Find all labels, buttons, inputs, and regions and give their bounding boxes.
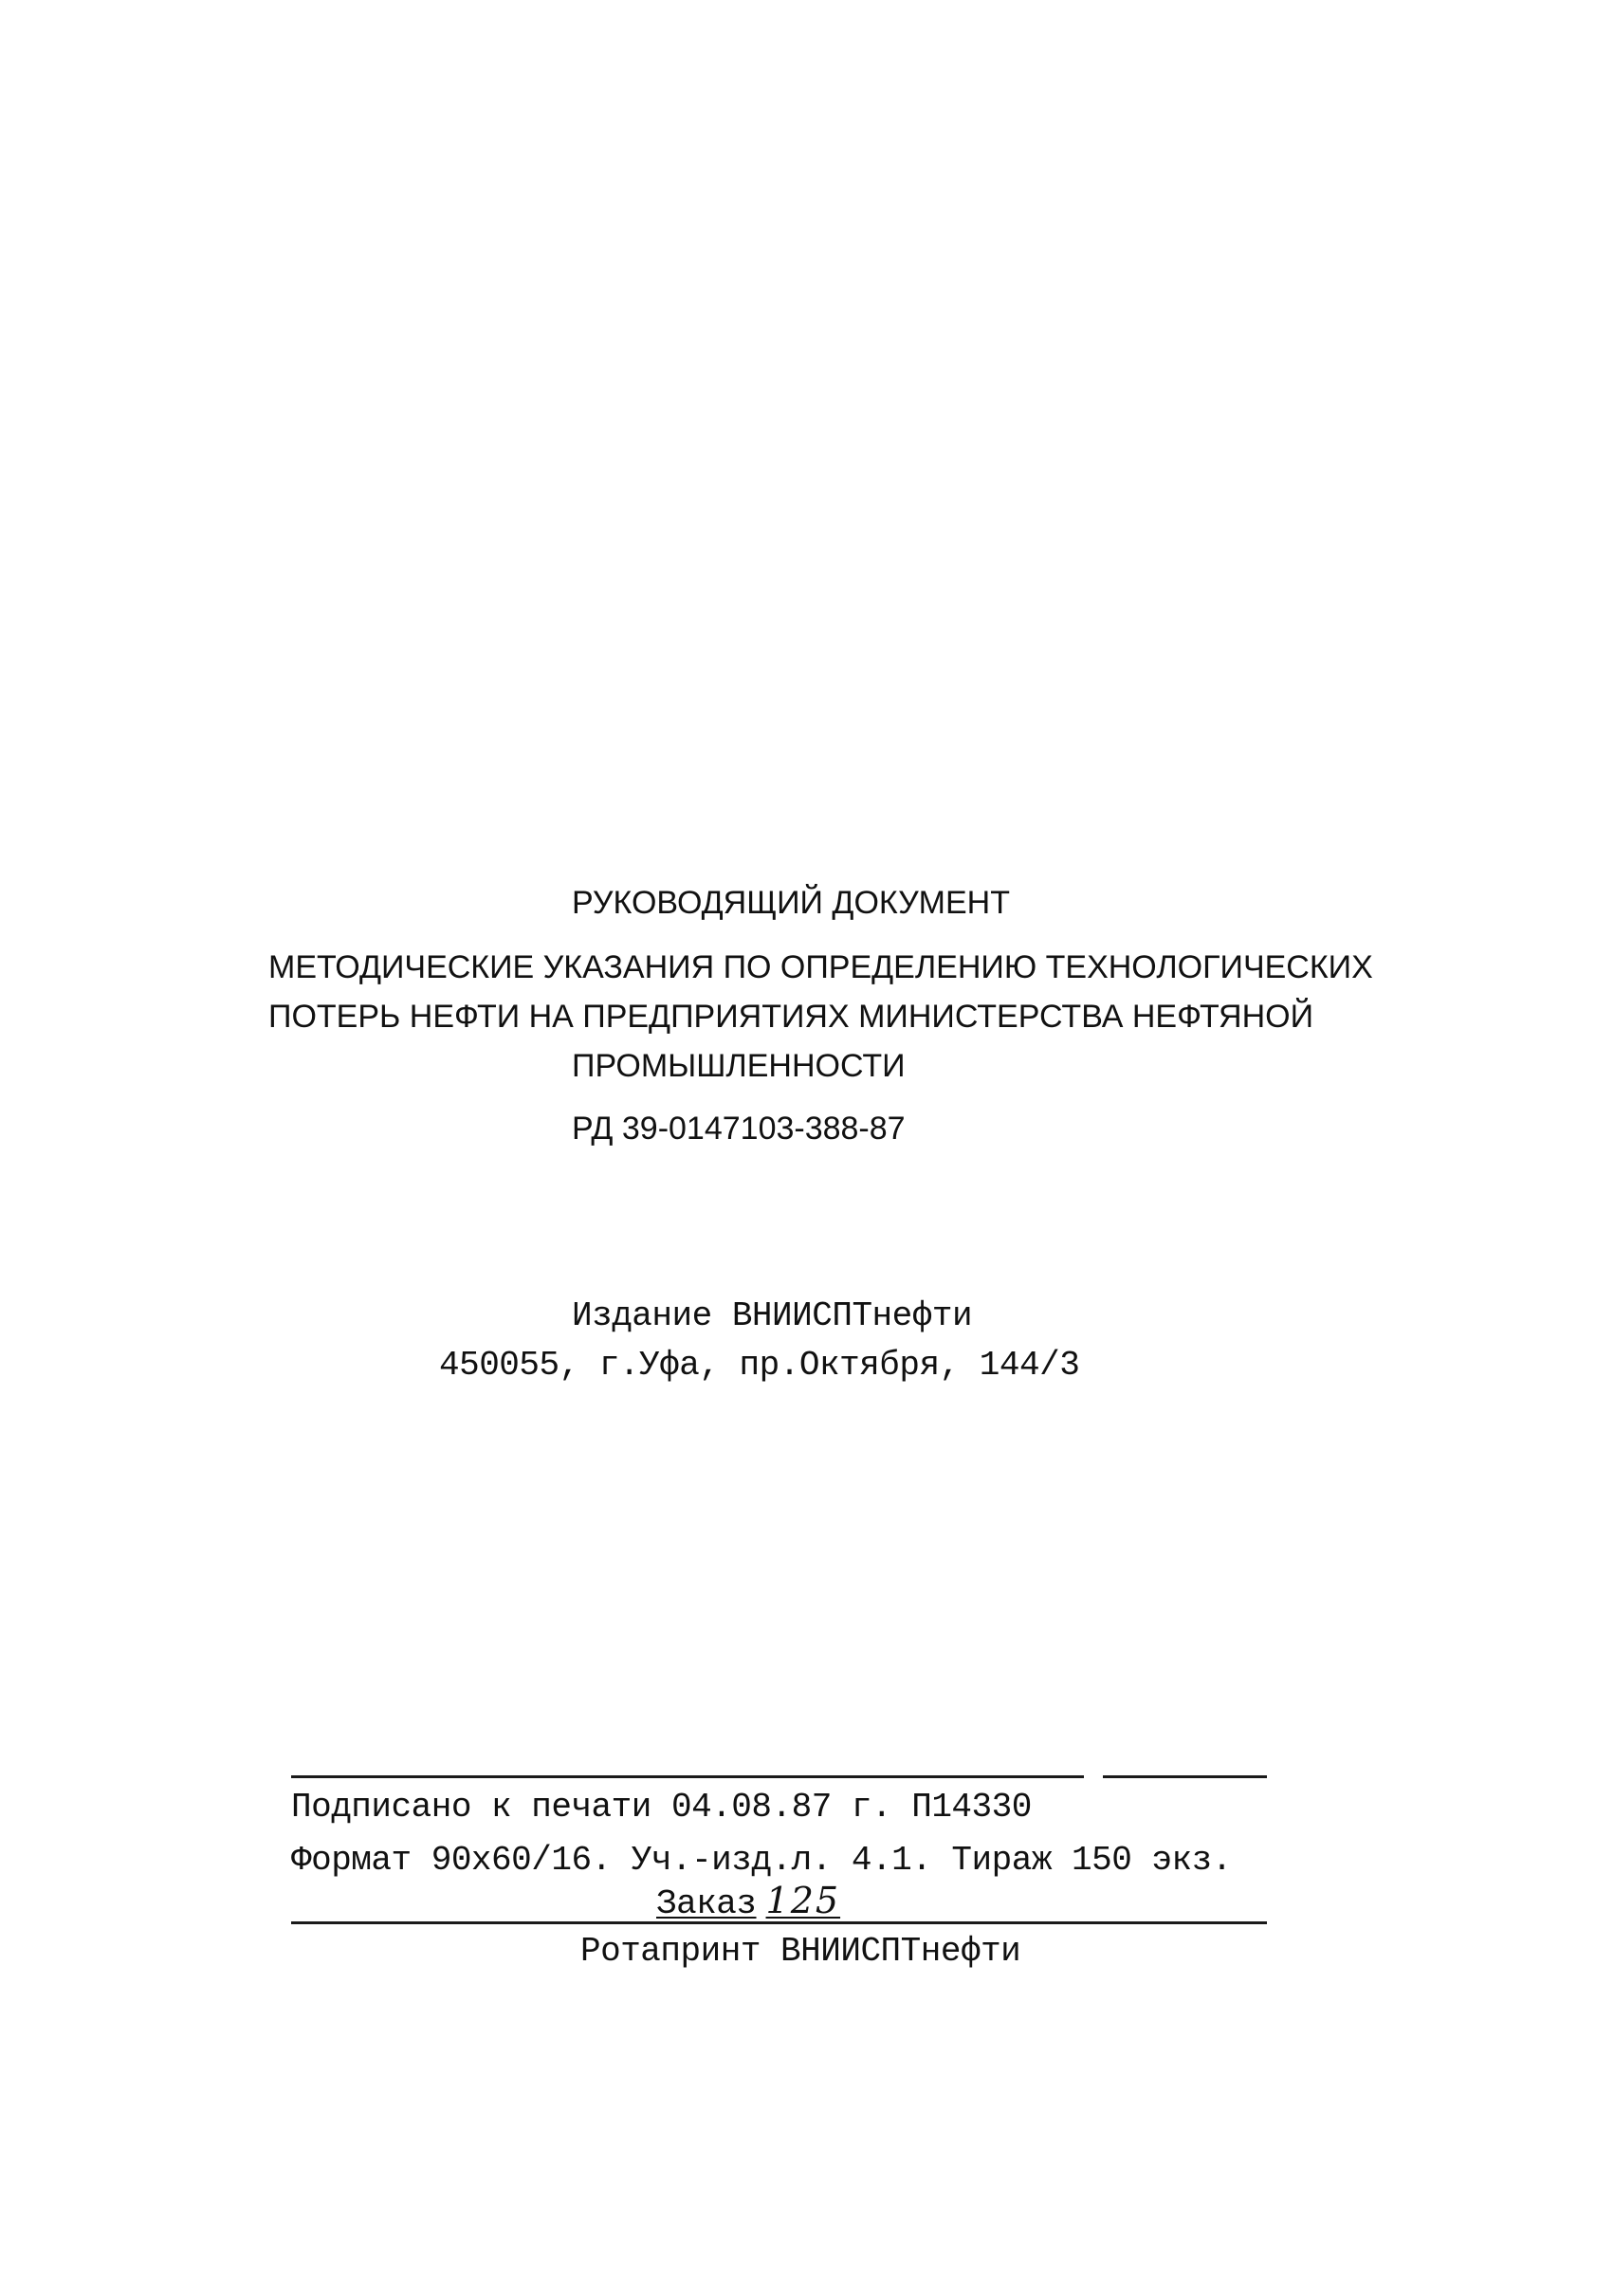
document-code: РД 39-0147103-388-87 xyxy=(572,1111,906,1147)
order-line xyxy=(656,1880,840,1925)
publisher-address: 450055, г.Уфа, пр.Октября, 144/3 xyxy=(439,1346,1080,1385)
imprint-top-rule-right xyxy=(1103,1775,1267,1778)
imprint-top-rule xyxy=(291,1775,1084,1778)
order-number: 125 xyxy=(765,1880,841,1921)
format-line: Формат 90х60/16. Уч.-изд.л. 4.1. Тираж 150 экз. xyxy=(291,1841,1232,1880)
imprint-bottom-rule xyxy=(291,1921,1267,1924)
signed-for-print-line: Подписано к печати 04.08.87 г. П14330 xyxy=(291,1788,1032,1827)
publisher-line-1: Издание ВНИИСПТнефти xyxy=(572,1296,973,1335)
printer-line: Ротапринт ВНИИСПТнефти xyxy=(580,1932,1021,1971)
order-label: Заказ xyxy=(656,1884,757,1923)
title-line-3: ПРОМЫШЛЕННОСТИ xyxy=(572,1048,906,1084)
title-line-2: ПОТЕРЬ НЕФТИ НА ПРЕДПРИЯТИЯХ МИНИСТЕРСТВА НЕФТЯНОЙ xyxy=(268,999,1314,1035)
title-line-1: МЕТОДИЧЕСКИЕ УКАЗАНИЯ ПО ОПРЕДЕЛЕНИЮ ТЕХНОЛОГИЧЕСКИХ xyxy=(268,949,1373,985)
document-type: РУКОВОДЯЩИЙ ДОКУМЕНТ xyxy=(572,885,1011,921)
